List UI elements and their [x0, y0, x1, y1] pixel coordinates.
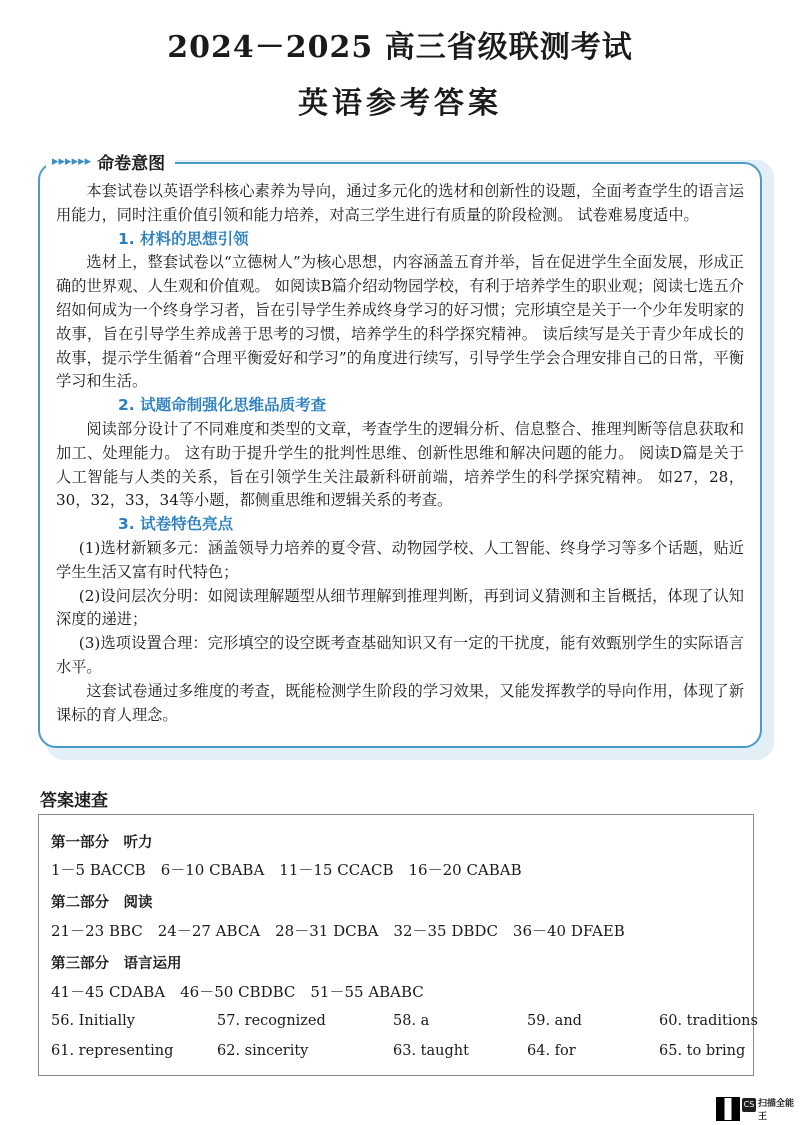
part3-heading: 第三部分 语言运用 [51, 956, 182, 972]
answer-cell: 64. for [527, 1043, 576, 1059]
fill-answers-row-1 [51, 1013, 758, 1035]
page-title: 2024－2025 高三省级联测考试 [167, 30, 633, 65]
arrow-decoration-icon: ▸▸▸▸▸▸ [52, 153, 92, 169]
answer-cell: 56. Initially [51, 1013, 135, 1029]
intent-intro: 本套试卷以英语学科核心素养为导向，通过多元化的选材和创新性的设题，全面考查学生的语言运用能力，同时注重价值引领和能力培养，对高三学生进行有质量的阶段检测。 试卷难易度适中。 [56, 182, 744, 224]
intent-content [56, 180, 744, 727]
feature-point-3: (3)选项设置合理：完形填空的设空既考查基础知识又有一定的干扰度，能有效甄别学生的实际语言水平。 [56, 634, 744, 676]
fill-answers-row-2 [51, 1043, 751, 1065]
section-heading-3: 3. 试卷特色亮点 [118, 515, 234, 534]
part2-answers: 21－23 BBC 24－27 ABCA 28－31 DCBA 32－35 DBDC 36－40 DFAEB [51, 922, 625, 940]
answer-cell: 59. and [527, 1013, 582, 1029]
intent-header [46, 148, 175, 174]
answer-cell: 60. traditions [659, 1013, 758, 1029]
feature-point-2: (2)设问层次分明：如阅读理解题型从细节理解到推理判断，再到词义猜测和主旨概括，体现了认知深度的递进； [56, 586, 744, 629]
answers-box [38, 814, 758, 1076]
section-heading-1: 1. 材料的思想引领 [118, 229, 249, 248]
page-subtitle: 英语参考答案 [298, 86, 502, 121]
answer-cell: 57. recognized [217, 1013, 326, 1029]
answer-cell: 63. taught [393, 1043, 469, 1059]
part1-answers: 1－5 BACCB 6－10 CBABA 11－15 CCACB 16－20 CABAB [51, 861, 522, 879]
part2-heading: 第二部分 阅读 [51, 895, 153, 911]
section-body-1: 选材上，整套试卷以“立德树人”为核心思想，内容涵盖五育并举，旨在促进学生全面发展，形成正确的世界观、人生观和价值观。 如阅读B篇介绍动物园学校，有利于培养学生的职业观；阅读七选五介绍如何成为一个终身学习者，旨在引导学生养成终身学习的好习惯；完形填空是关于一个少年发明家的故事，旨在引导学生养成善于思考的习惯，培养学生的科学探究精神。 读后续写是关于青少年成长的故事，提示学生循着“合理平衡爱好和学习”的角度进行续写，引导学生学会合理安排自己的日常，平衡学习和生活。 [56, 253, 744, 391]
answer-cell: 58. a [393, 1013, 430, 1029]
intent-title: 命卷意图 [97, 153, 166, 174]
feature-point-1: (1)选材新颖多元：涵盖领导力培养的夏令营、动物园学校、人工智能、终身学习等多个话题，贴近学生生活又富有时代特色； [56, 538, 744, 581]
part3-answers: 41－45 CDABA 46－50 CBDBC 51－55 ABABC [51, 983, 424, 1001]
scanner-logo-text: 扫描全能王 [758, 1099, 795, 1122]
qr-code-icon [716, 1097, 740, 1121]
answer-cell: 65. to bring [659, 1043, 746, 1059]
part1-heading: 第一部分 听力 [51, 835, 153, 851]
section-body-2: 阅读部分设计了不同难度和类型的文章，考查学生的逻辑分析、信息整合、推理判断等信息获取和加工、处理能力。 这有助于提升学生的批判性思维、创新性思维和解决问题的能力。 阅读D篇是关于人工智能与人类的关系，旨在引领学生关注最新科研前端，培养学生的科学探究精神。 如27，28，30，32，33，34等小题，都侧重思维和逻辑关系的考查。 [56, 419, 744, 510]
scanner-logo-icon: CS [742, 1098, 756, 1112]
intent-conclusion: 这套试卷通过多维度的考查，既能检测学生阶段的学习效果，又能发挥教学的导向作用，体现了新课标的育人理念。 [56, 681, 744, 724]
section-heading-2: 2. 试题命制强化思维品质考查 [118, 396, 327, 415]
answers-title: 答案速查 [40, 791, 108, 811]
answer-cell: 61. representing [51, 1043, 174, 1059]
answer-cell: 62. sincerity [217, 1043, 309, 1059]
